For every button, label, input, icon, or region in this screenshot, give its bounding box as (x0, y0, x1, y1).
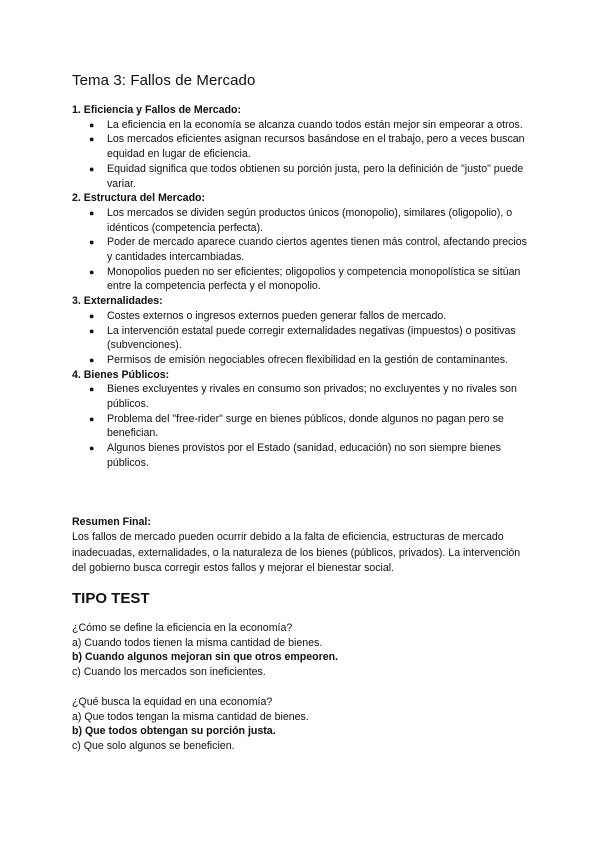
bullet-list (72, 309, 528, 368)
bullet-icon: ● (89, 384, 95, 395)
list-item: ● Los mercados se dividen según productos únicos (monopolio), similares (oligopolio), o idénticos (competencia perfecta). (89, 206, 513, 234)
bullet-list (72, 382, 528, 470)
section-heading: 2. Estructura del Mercado: (72, 192, 206, 205)
quiz-question-1 (72, 621, 528, 680)
summary-block (72, 515, 528, 577)
summary-heading: Resumen Final: (72, 516, 151, 528)
bullet-icon: ● (89, 119, 95, 130)
answer-option: a) Que todos tengan la misma cantidad de bienes. (72, 710, 309, 723)
answer-option: c) Que solo algunos se beneficien. (72, 740, 235, 753)
quiz-question-2 (72, 695, 528, 754)
list-item: ● La intervención estatal puede corregir externalidades negativas (impuestos) o positivas (subvenciones). (89, 324, 516, 352)
section-heading: 1. Eficiencia y Fallos de Mercado: (72, 104, 241, 116)
page-title: Tema 3: Fallos de Mercado (72, 72, 256, 89)
bullet-icon: ● (89, 443, 95, 454)
bullet-icon: ● (89, 163, 95, 174)
bullet-icon: ● (89, 413, 95, 424)
bullet-icon: ● (89, 325, 95, 336)
list-item: ● Bienes excluyentes y rivales en consumo son privados; no excluyentes y no rivales son públicos. (89, 383, 517, 411)
bullet-icon: ● (89, 354, 95, 365)
bullet-icon: ● (89, 310, 95, 321)
question-text: ¿Qué busca la equidad en una economía? (72, 696, 273, 708)
list-item: ● Monopolios pueden no ser eficientes; oligopolios y competencia monopolística se sitúan entre la competencia perfecta y el monopolio. (89, 265, 521, 293)
answer-option: c) Cuando los mercados son ineficientes. (72, 666, 266, 679)
list-item: ● La eficiencia en la economía se alcanza cuando todos están mejor sin empeorar a otros. (89, 118, 523, 131)
list-item: ● Poder de mercado aparece cuando ciertos agentes tienen más control, afectando precios y cantidades intercambiadas. (89, 236, 527, 264)
summary-text: Los fallos de mercado pueden ocurrir debido a la falta de eficiencia, estructuras de mercado inadecuadas, externalidades, o la naturaleza de los bienes (públicos, privados). La intervención del gobierno busca corregir estos fallos y mejorar el bienestar social. (72, 531, 521, 575)
bullet-icon: ● (89, 266, 95, 277)
section-estructura (72, 191, 528, 294)
section-eficiencia (72, 103, 528, 191)
section-heading: 4. Bienes Públicos: (72, 368, 170, 381)
list-item: ● Costes externos o ingresos externos pueden generar fallos de mercado. (89, 309, 447, 322)
list-item: ● Equidad significa que todos obtienen su porción justa, pero la definición de "justo" puede variar. (89, 162, 524, 190)
list-item: ● Permisos de emisión negociables ofrecen flexibilidad en la gestión de contaminantes. (89, 353, 509, 366)
list-item: ● Algunos bienes provistos por el Estado (sanidad, educación) no son siempre bienes públicos. (89, 442, 501, 469)
section-heading: 3. Externalidades: (72, 295, 163, 308)
bullet-icon: ● (89, 237, 95, 248)
section-externalidades (72, 294, 528, 368)
test-title: TIPO TEST (72, 590, 150, 607)
answer-option-correct: b) Cuando algunos mejoran sin que otros empeoren. (72, 651, 339, 664)
bullet-list (72, 118, 528, 192)
section-bienes-publicos (72, 368, 528, 471)
list-item: ● Problema del "free-rider" surge en bienes públicos, donde algunos no pagan pero se benefician. (89, 412, 504, 440)
document-body (72, 103, 528, 471)
bullet-icon: ● (89, 134, 95, 145)
answer-option-correct: b) Que todos obtengan su porción justa. (72, 725, 276, 738)
bullet-icon: ● (89, 207, 95, 218)
list-item: ● Los mercados eficientes asignan recursos basándose en el trabajo, pero a veces buscan equidad en lugar de eficiencia. (89, 133, 525, 161)
question-text: ¿Cómo se define la eficiencia en la economía? (72, 622, 293, 634)
bullet-list (72, 206, 528, 294)
answer-option: a) Cuando todos tienen la misma cantidad de bienes. (72, 636, 323, 649)
